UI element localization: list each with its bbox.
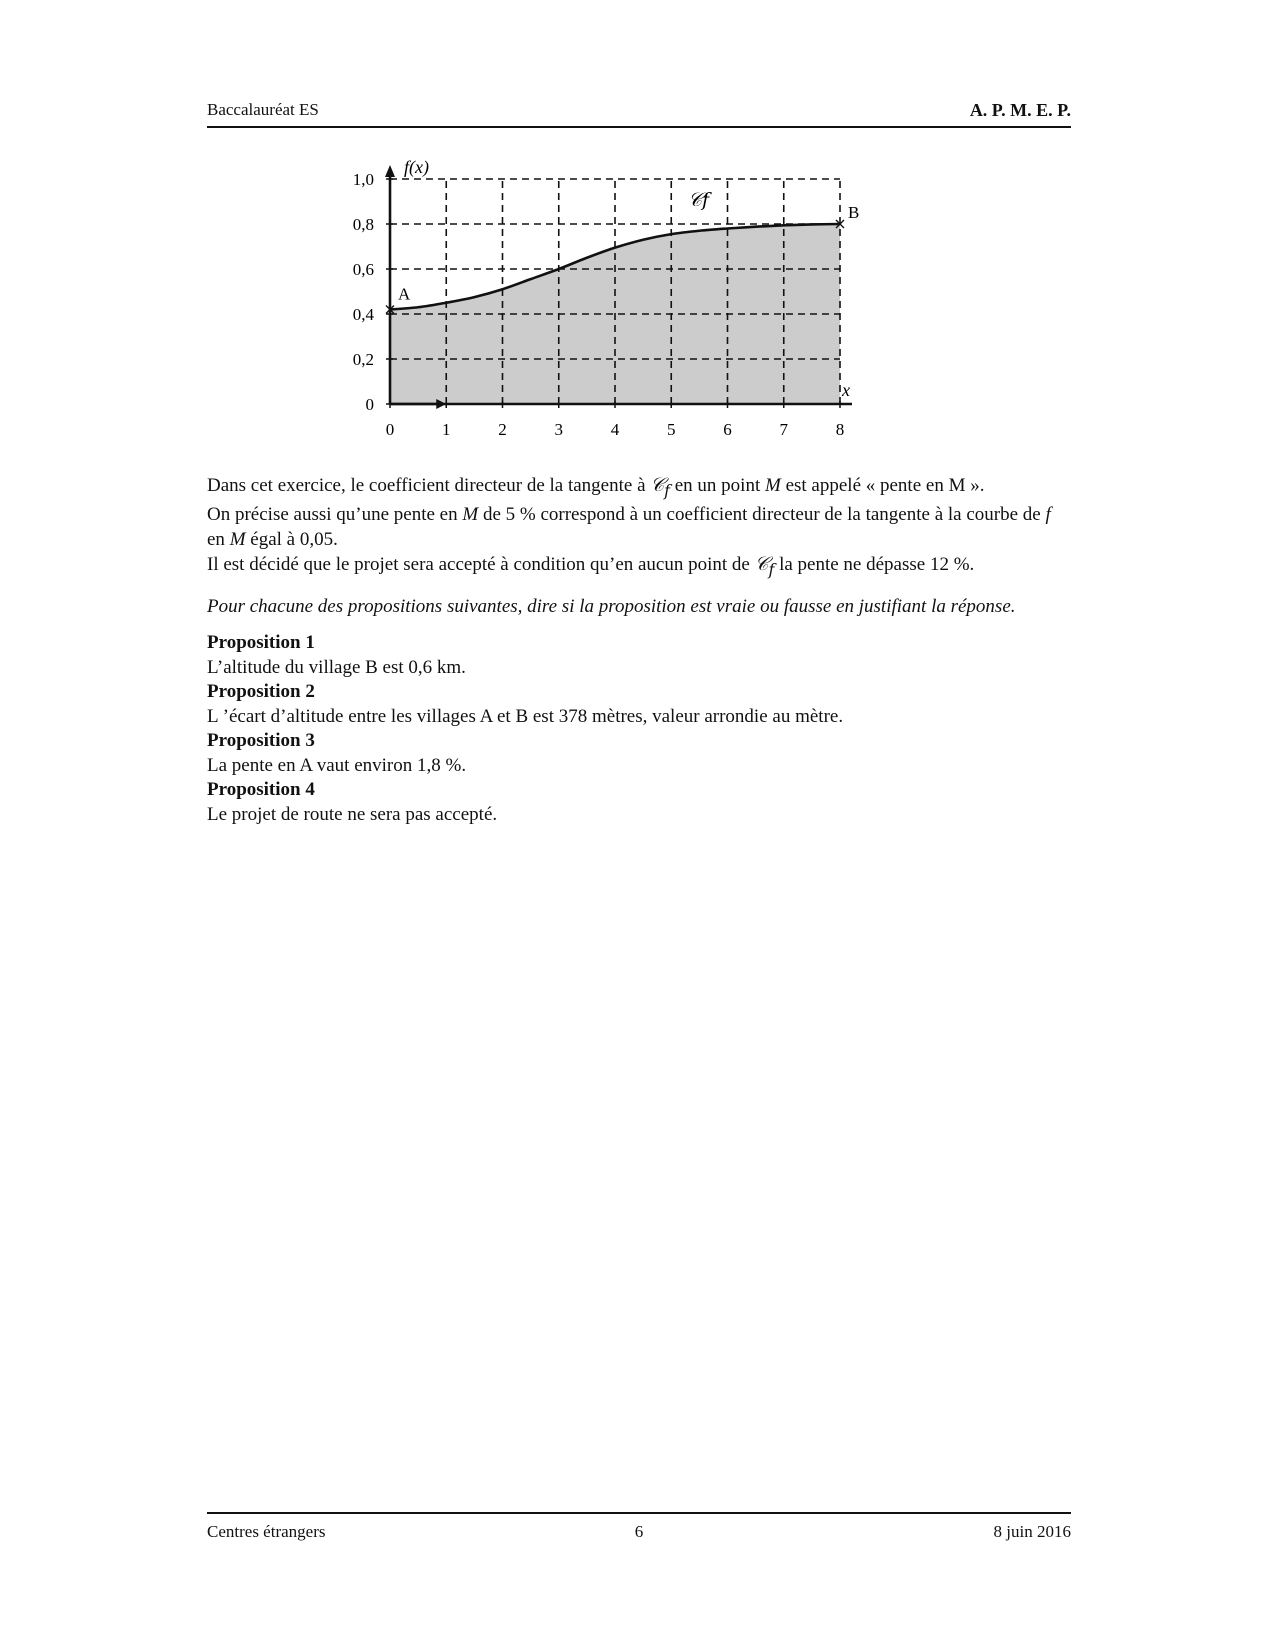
x-tick-label: 7 xyxy=(779,420,788,439)
y-tick-label: 0,6 xyxy=(352,260,374,279)
proposition-4-title: Proposition 4 xyxy=(207,779,315,801)
proposition-2-text: L ’écart d’altitude entre les villages A et B est 378 mètres, valeur arrondie au mètre. xyxy=(207,705,844,727)
footer-date: 8 juin 2016 xyxy=(993,1522,1071,1541)
x-tick-label: 8 xyxy=(835,420,845,439)
x-axis-label: x xyxy=(842,380,850,400)
y-axis-arrow xyxy=(385,165,395,177)
x-tick-label: 4 xyxy=(610,420,620,439)
page-number: 6 xyxy=(634,1522,644,1541)
instruction: Pour chacune des propositions suivantes, dire si la proposition est vraie ou fausse en justifiant la réponse. xyxy=(207,595,1016,617)
x-tick-label: 2 xyxy=(498,420,507,439)
proposition-3-text: La pente en A vaut environ 1,8 %. xyxy=(207,754,467,776)
y-tick-label: 0,2 xyxy=(352,350,374,369)
curve-symbol: 𝒞$_f$ xyxy=(650,474,670,500)
curve-label: 𝒞f xyxy=(688,189,710,211)
y-tick-label: 0 xyxy=(365,395,374,414)
x-tick-label: 0 xyxy=(385,420,395,439)
paragraph-2: On précise aussi qu’une pente en M de 5 % correspond à un coefficient directeur de la tangente à la courbe de f en M égal à 0,05. xyxy=(207,504,1051,550)
proposition-3-title: Proposition 3 xyxy=(207,730,315,752)
proposition-1-text: L’altitude du village B est 0,6 km. xyxy=(207,656,466,678)
point-a-label: A xyxy=(398,284,411,304)
paragraph-3: Il est décidé que le projet sera accepté à condition qu’en aucun point de 𝒞$_f$ la pente ne dépasse 12 %. xyxy=(207,553,975,580)
y-axis-label: f(x) xyxy=(404,160,429,177)
proposition-1-title: Proposition 1 xyxy=(207,632,315,654)
header-left: Baccalauréat ES xyxy=(207,100,319,119)
page-footer xyxy=(207,1512,1071,1544)
footer-left: Centres étrangers xyxy=(207,1522,326,1541)
page-header xyxy=(207,100,1071,128)
function-graph xyxy=(350,160,910,470)
y-tick-label: 0,8 xyxy=(352,215,374,234)
point-b-label: B xyxy=(848,203,860,222)
y-tick-label: 0,4 xyxy=(352,305,374,324)
y-tick-label: 1,0 xyxy=(352,170,374,189)
x-tick-label: 3 xyxy=(554,420,563,439)
proposition-4-text: Le projet de route ne sera pas accepté. xyxy=(207,803,498,825)
x-tick-label: 1 xyxy=(442,420,451,439)
paragraph-1: Dans cet exercice, le coefficient directeur de la tangente à 𝒞$_f$ en un point M est appelé « pente en M ». xyxy=(207,474,985,500)
x-tick-label: 6 xyxy=(723,420,732,439)
chart-svg xyxy=(350,160,910,470)
exercise-text xyxy=(207,473,1071,827)
header-right: A. P. M. E. P. xyxy=(969,100,1071,120)
x-tick-label: 5 xyxy=(667,420,676,439)
proposition-2-title: Proposition 2 xyxy=(207,681,315,703)
